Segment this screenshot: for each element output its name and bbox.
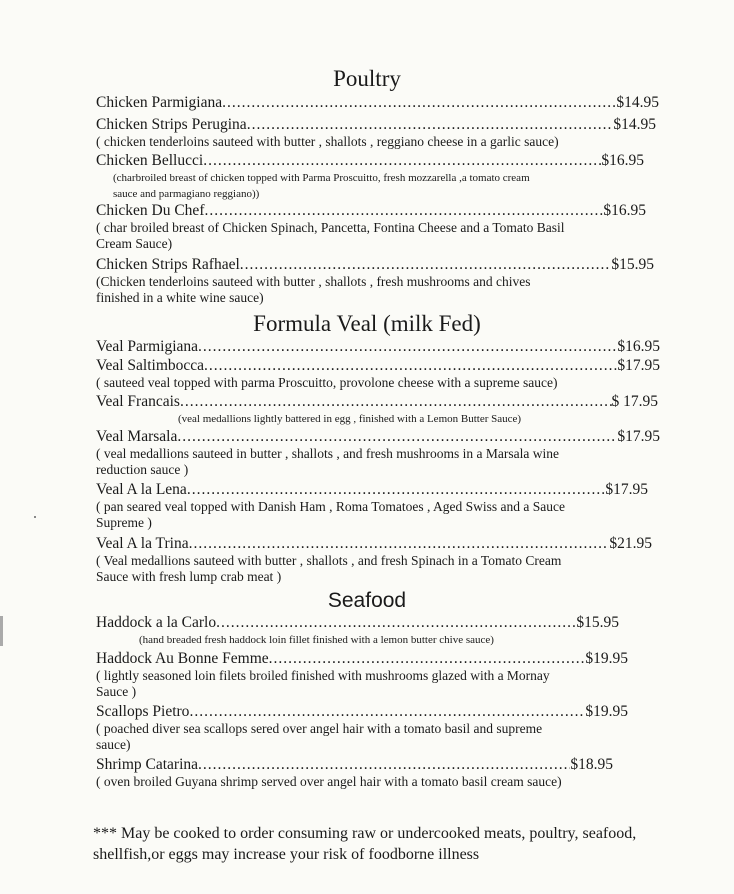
item-name: Veal Saltimbocca	[96, 357, 205, 374]
menu-item	[96, 152, 644, 170]
item-price: $19.95	[585, 650, 628, 667]
item-description: (Chicken tenderloins sauteed with butter , shallots , fresh mushrooms and chives	[96, 274, 531, 289]
item-description: Sauce )	[96, 684, 137, 699]
menu-item	[96, 703, 628, 721]
menu-item	[96, 338, 660, 356]
menu-item	[96, 256, 654, 274]
item-description: Supreme )	[96, 515, 152, 530]
scan-speck	[34, 516, 36, 518]
item-name: Veal A la Lena	[96, 481, 187, 498]
food-safety-note: *** May be cooked to order consuming raw or undercooked meats, poultry, seafood, shellfish,or eggs may increase your risk of foodborne illness	[93, 825, 637, 863]
menu-item	[96, 535, 652, 553]
item-name: Chicken Parmigiana	[96, 94, 223, 111]
item-price: $16.95	[601, 152, 644, 169]
item-description: ( char broiled breast of Chicken Spinach, Pancetta, Fontina Cheese and a Tomato Basil	[96, 220, 565, 235]
item-name: Shrimp Catarina	[96, 756, 199, 773]
item-price: $ 17.95	[611, 393, 658, 410]
item-description: sauce)	[96, 737, 131, 752]
menu-item	[96, 428, 660, 446]
item-price: $17.95	[605, 481, 648, 498]
item-price: $21.95	[609, 535, 652, 552]
item-description: ( poached diver sea scallops sered over angel hair with a tomato basil and supreme	[96, 721, 543, 736]
item-price: $16.95	[603, 202, 646, 219]
menu-item	[96, 393, 658, 411]
item-name: Scallops Pietro	[96, 703, 190, 720]
item-description: (hand breaded fresh haddock loin fillet finished with a lemon butter chive sauce)	[139, 634, 494, 646]
item-description: (charbroiled breast of chicken topped with Parma Proscuitto, fresh mozzarella ,a tomato cream	[113, 172, 530, 184]
item-description: ( oven broiled Guyana shrimp served over angel hair with a tomato basil cream sauce)	[96, 774, 562, 789]
item-description: ( pan seared veal topped with Danish Ham , Roma Tomatoes , Aged Swiss and a Sauce	[96, 499, 565, 514]
item-description: ( sauteed veal topped with parma Proscuitto, provolone cheese with a supreme sauce)	[96, 375, 558, 390]
item-name: Chicken Du Chef	[96, 202, 205, 219]
section-title-veal: Formula Veal (milk Fed)	[253, 311, 481, 336]
item-description: ( chicken tenderloins sauteed with butter , shallots , reggiano cheese in a garlic sauce)	[96, 134, 559, 149]
menu-item	[96, 481, 648, 499]
item-name: Chicken Strips Perugina	[96, 116, 247, 133]
item-description: (veal medallions lightly battered in egg , finished with a Lemon Butter Sauce)	[178, 413, 522, 425]
item-name: Haddock Au Bonne Femme	[96, 650, 269, 667]
item-description: reduction sauce )	[96, 462, 189, 477]
menu-item	[96, 357, 660, 375]
item-description: Sauce with fresh lump crab meat )	[96, 569, 282, 584]
item-description: sauce and parmagiano reggiano))	[113, 188, 260, 200]
item-price: $14.95	[616, 94, 659, 111]
item-price: $16.95	[617, 338, 660, 355]
item-name: Veal A la Trina	[96, 535, 189, 552]
menu-item	[96, 116, 656, 134]
section-title-seafood: Seafood	[327, 589, 407, 612]
item-price: $14.95	[613, 116, 656, 133]
item-name: Chicken Strips Rafhael	[96, 256, 240, 273]
section-title-poultry: Poultry	[333, 66, 401, 91]
item-price: $18.95	[570, 756, 613, 773]
menu-item	[96, 94, 659, 112]
item-description: ( lightly seasoned loin filets broiled finished with mushrooms glazed with a Mornay	[96, 668, 550, 683]
item-price: $19.95	[585, 703, 628, 720]
item-name: Veal Parmigiana	[96, 338, 199, 355]
menu-item	[96, 614, 619, 632]
menu-item	[96, 756, 613, 774]
menu-item	[96, 202, 646, 220]
item-name: Haddock a la Carlo	[96, 614, 217, 631]
item-name: Veal Francais	[96, 393, 180, 410]
item-description: Cream Sauce)	[96, 236, 173, 251]
item-description: finished in a white wine sauce)	[96, 290, 264, 305]
item-price: $17.95	[617, 428, 660, 445]
item-description: ( Veal medallions sauteed with butter , shallots , and fresh Spinach in a Tomato Cream	[96, 553, 562, 568]
scan-edge-mark	[0, 616, 3, 646]
menu-item	[96, 650, 628, 668]
item-price: $15.95	[576, 614, 619, 631]
item-description: ( veal medallions sauteed in butter , shallots , and fresh mushrooms in a Marsala wine	[96, 446, 560, 461]
item-name: Chicken Bellucci	[96, 152, 204, 169]
item-price: $17.95	[617, 357, 660, 374]
item-name: Veal Marsala	[96, 428, 178, 445]
item-price: $15.95	[611, 256, 654, 273]
